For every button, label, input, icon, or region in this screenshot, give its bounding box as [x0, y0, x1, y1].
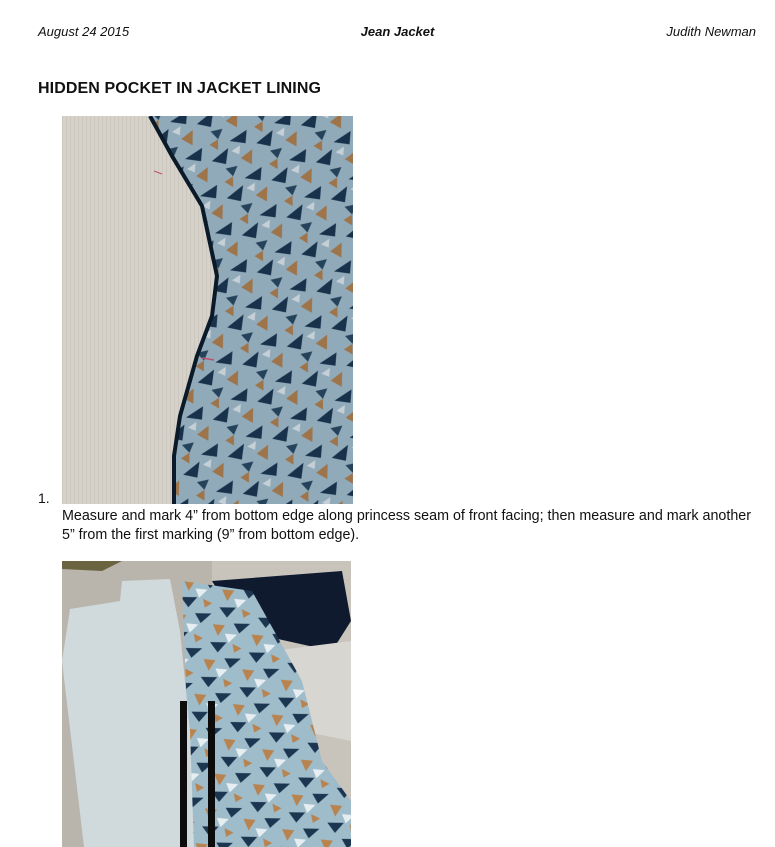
step-1-instruction: Measure and mark 4” from bottom edge along princess seam of front facing; then measure and mark another 5” from the first marking (9” from bottom edge). — [62, 508, 751, 543]
header-date: August 24 2015 — [38, 24, 130, 39]
header-project-title: Jean Jacket — [360, 24, 435, 39]
step-1-photo — [62, 116, 353, 504]
header-author: Judith Newman — [666, 24, 756, 39]
step-1-number: 1. — [38, 490, 50, 506]
step-2-photo — [62, 561, 351, 847]
section-title: HIDDEN POCKET IN JACKET LINING — [38, 80, 322, 97]
